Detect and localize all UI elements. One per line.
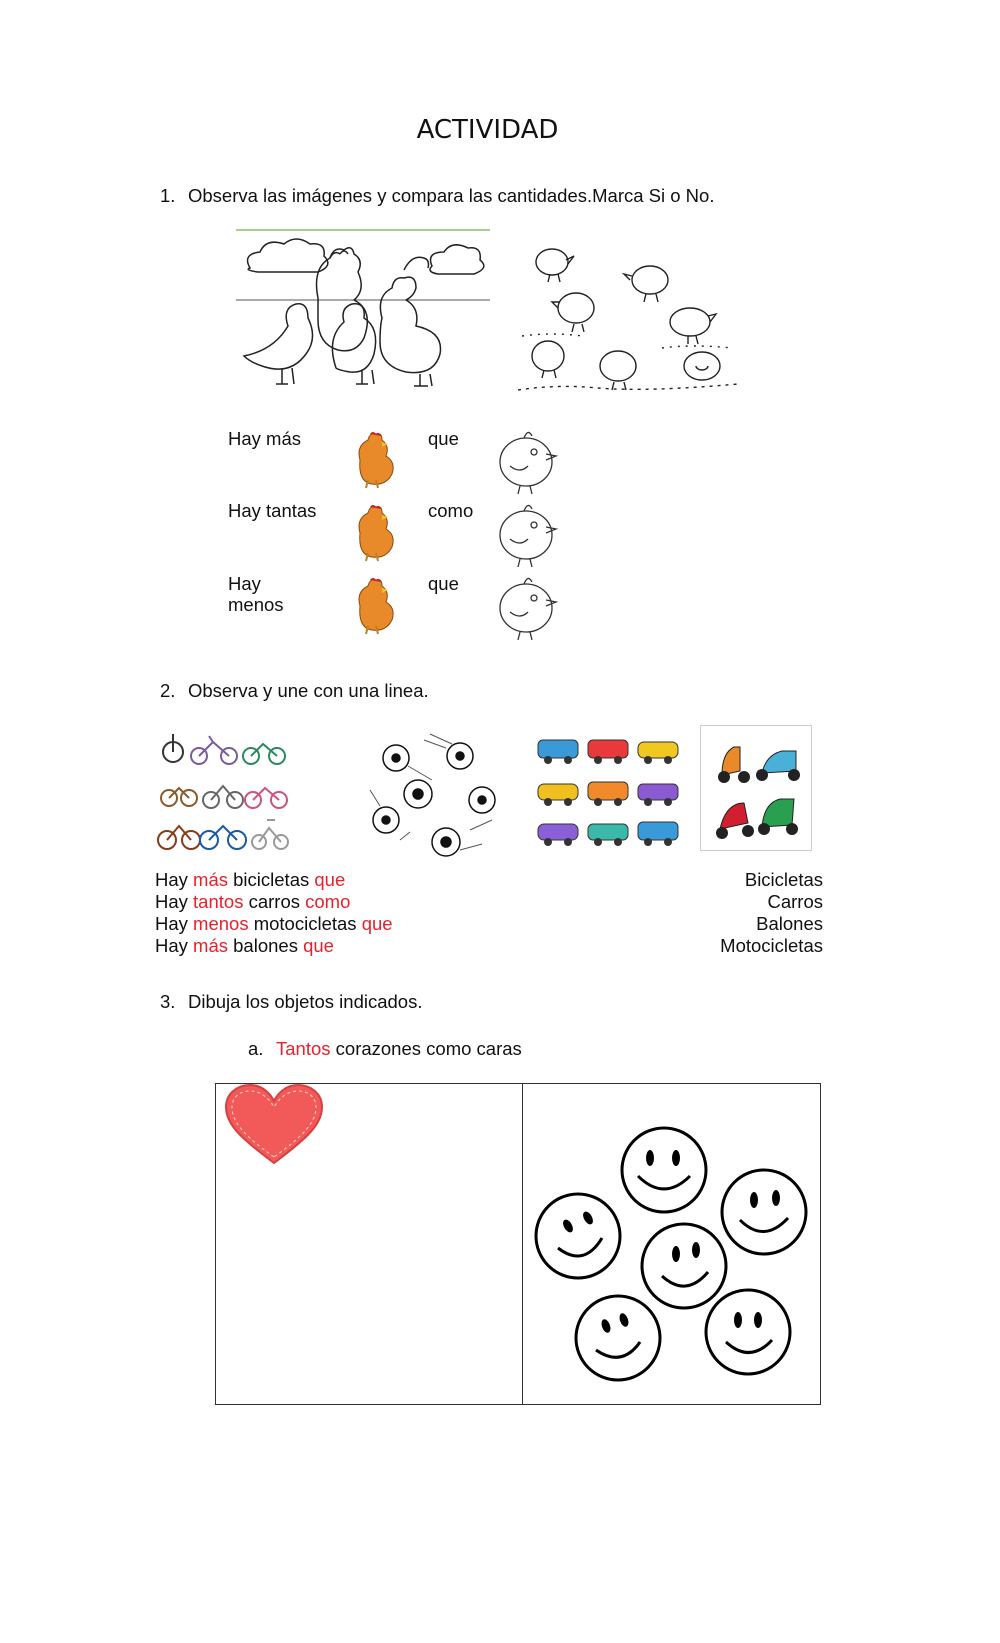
- q2-option-carros: Carros: [767, 891, 823, 912]
- q1-row2-lead: Hay tantas: [228, 500, 317, 521]
- hens-rooster-image: [232, 228, 494, 403]
- chick-icon: [490, 570, 566, 642]
- q3-instruction: Dibuja los objetos indicados.: [188, 991, 423, 1012]
- soccer-balls-image: [360, 730, 500, 865]
- motorcycles-image: [700, 725, 812, 851]
- q2-sentence-2: Hay tantos carros como: [155, 891, 351, 912]
- q3a-text: Tantos corazones como caras: [276, 1038, 522, 1059]
- q3-number: 3.: [160, 991, 176, 1012]
- q1-number: 1.: [160, 185, 176, 206]
- chicks-image: [512, 232, 748, 397]
- hen-icon: [350, 503, 396, 563]
- q2-sentence-3: Hay menos motocicletas que: [155, 913, 393, 934]
- q3a-letter: a.: [248, 1038, 264, 1059]
- chick-icon: [490, 497, 566, 569]
- cars-image: [530, 730, 690, 855]
- q2-sentence-1: Hay más bicicletas que: [155, 869, 346, 890]
- q1-instruction: Observa las imágenes y compara las cantidades.Marca Si o No.: [188, 185, 715, 206]
- bicycles-image: [155, 728, 290, 858]
- hen-icon: [350, 430, 396, 490]
- q2-option-motocicletas: Motocicletas: [720, 935, 823, 956]
- smiley-faces-image: [530, 1120, 810, 1390]
- hen-icon: [350, 576, 396, 636]
- heart-icon: [222, 1083, 326, 1167]
- q2-instruction: Observa y une con una linea.: [188, 680, 429, 701]
- q2-option-bicicletas: Bicicletas: [744, 869, 823, 890]
- q1-row3-lead-line2: menos: [228, 594, 284, 615]
- q1-row1-lead: Hay más: [228, 428, 301, 449]
- q1-row1-connector: que: [428, 428, 459, 449]
- q1-row3-connector: que: [428, 573, 459, 594]
- q1-row2-connector: como: [428, 500, 474, 521]
- q2-option-balones: Balones: [756, 913, 823, 934]
- q1-row3-lead-line1: Hay: [228, 573, 261, 594]
- q2-number: 2.: [160, 680, 176, 701]
- page-title: ACTIVIDAD: [416, 115, 559, 145]
- q2-sentence-4: Hay más balones que: [155, 935, 334, 956]
- chick-icon: [490, 424, 566, 496]
